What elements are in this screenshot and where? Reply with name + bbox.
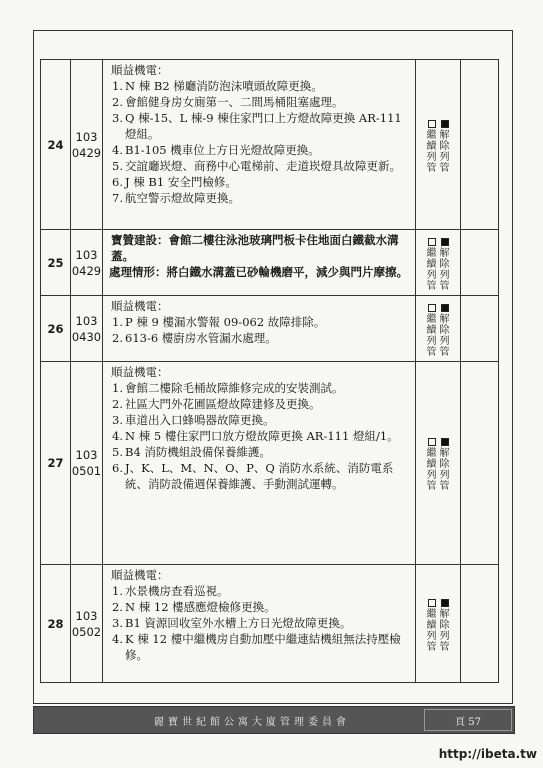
work-item-number: 3. xyxy=(112,111,123,125)
row-date xyxy=(71,60,103,230)
work-item xyxy=(109,142,411,158)
work-item xyxy=(109,380,411,396)
status-char: 列 xyxy=(439,151,450,163)
status-char: 列 xyxy=(439,630,450,642)
work-item-text: N 棟 12 樓感應燈檢修更換。 xyxy=(125,600,276,614)
date-monthday: 0430 xyxy=(71,329,102,344)
status-char: 管 xyxy=(439,280,450,292)
date-year: 103 xyxy=(75,608,98,623)
status-char: 解 xyxy=(439,247,450,259)
status-char: 列 xyxy=(426,470,437,481)
status-char: 繼 xyxy=(426,608,437,620)
row-content xyxy=(103,60,416,230)
empty-box-icon xyxy=(428,304,436,312)
status-continue-option xyxy=(427,599,437,653)
work-item-number: 6. xyxy=(112,461,123,475)
row-note xyxy=(461,362,499,565)
page-number: 頁 57 xyxy=(424,709,512,731)
status-char: 續 xyxy=(426,619,437,631)
log-row xyxy=(41,60,499,230)
work-item-list xyxy=(109,78,411,206)
status-char: 列 xyxy=(426,151,437,163)
work-item-number: 4. xyxy=(112,143,123,157)
status-continue-option xyxy=(427,120,437,174)
status-char: 列 xyxy=(426,335,437,347)
row-status xyxy=(416,230,461,296)
date-monthday: 0429 xyxy=(71,145,102,160)
status-char: 列 xyxy=(426,269,437,281)
status-continue-option xyxy=(427,438,437,492)
row-number: 26 xyxy=(41,296,71,362)
status-char: 管 xyxy=(426,641,437,653)
work-item-text: K 棟 12 樓中繼機房自動加壓中繼連結機組無法持壓檢修。 xyxy=(125,632,401,662)
work-item-number: 2. xyxy=(112,331,123,345)
log-row xyxy=(41,362,499,565)
row-number: 28 xyxy=(41,565,71,683)
work-item-text: 車道出入口蜂鳴器故障更換。 xyxy=(125,413,275,427)
maintenance-log-table xyxy=(40,59,499,683)
log-row xyxy=(41,565,499,683)
row-status xyxy=(416,362,461,565)
work-item-text: 水景機房查看巡視。 xyxy=(125,584,229,598)
work-item-number: 1. xyxy=(112,315,123,329)
work-item-number: 4. xyxy=(112,632,123,646)
status-char: 解 xyxy=(439,129,450,141)
status-char: 管 xyxy=(439,346,450,358)
work-item-number: 2. xyxy=(112,95,123,109)
work-item-number: 3. xyxy=(112,413,123,427)
work-item-text: 會館健身房女廁第一、二間馬桶阻塞處理。 xyxy=(125,95,344,109)
work-item xyxy=(109,94,411,110)
work-item-number: 5. xyxy=(112,445,123,459)
date-year: 103 xyxy=(75,313,98,328)
work-item-list xyxy=(109,314,411,346)
row-note xyxy=(461,230,499,296)
status-remove-option xyxy=(440,599,450,653)
empty-box-icon xyxy=(428,120,436,128)
status-char: 除 xyxy=(439,140,450,152)
status-char: 除 xyxy=(439,258,450,270)
work-item-number: 2. xyxy=(112,600,123,614)
work-item-number: 1. xyxy=(112,381,123,395)
work-item-text: N 棟 5 樓住家門口放方燈故障更換 AR-111 燈組/1。 xyxy=(125,429,399,443)
work-item-number: 2. xyxy=(112,397,123,411)
work-item xyxy=(109,412,411,428)
status-remove-option xyxy=(440,304,450,358)
status-char: 除 xyxy=(439,619,450,631)
status-char: 解 xyxy=(439,608,450,620)
status-char: 繼 xyxy=(426,448,437,459)
status-char: 列 xyxy=(439,470,450,481)
status-remove-option xyxy=(440,120,450,174)
work-item-number: 1. xyxy=(112,584,123,598)
work-item-text: N 棟 B2 梯廳消防泡沫噴頭故障更換。 xyxy=(125,79,323,93)
contractor-heading: 順益機電： xyxy=(111,63,169,77)
work-item xyxy=(109,428,411,444)
checked-box-icon xyxy=(441,238,449,246)
work-item-number: 6. xyxy=(112,175,123,189)
watermark-url: http://ibeta.tw xyxy=(438,747,537,761)
status-char: 管 xyxy=(439,162,450,174)
row-note xyxy=(461,60,499,230)
empty-box-icon xyxy=(428,238,436,246)
work-item xyxy=(109,78,411,94)
work-item-text: 社區大門外花圃區燈故障建修及更換。 xyxy=(125,397,321,411)
work-item xyxy=(109,396,411,412)
status-char: 解 xyxy=(439,448,450,459)
work-item-number: 5. xyxy=(112,159,123,173)
work-item-text: 會館二樓除毛桶故障維修完成的安裝測試。 xyxy=(125,381,344,395)
status-char: 列 xyxy=(439,269,450,281)
footer-title: 麗寶世紀館公寓大廈管理委員會 xyxy=(154,717,350,728)
work-item xyxy=(109,583,411,599)
contractor-heading: 寶贊建設：會館二樓往泳池玻璃門板卡住地面白鐵截水溝蓋。 xyxy=(111,233,399,263)
handling-description: 處理情形：將白鐵水溝蓋已砂輪機磨平，減少與門片摩擦。 xyxy=(109,265,408,279)
contractor-heading: 順益機電： xyxy=(111,568,169,582)
row-date xyxy=(71,565,103,683)
log-row xyxy=(41,230,499,296)
work-item-text: 交誼廳崁燈、商務中心電梯前、走道崁燈具故障更新。 xyxy=(125,159,401,173)
work-item xyxy=(109,190,411,206)
date-monthday: 0502 xyxy=(71,624,102,639)
footer-bar xyxy=(33,706,515,734)
status-char: 繼 xyxy=(426,129,437,141)
row-date xyxy=(71,362,103,565)
date-year: 103 xyxy=(75,448,98,462)
work-item-number: 4. xyxy=(112,429,123,443)
status-char: 繼 xyxy=(426,247,437,259)
work-item-text: Q 棟-15、L 棟-9 棟住家門口上方燈故障更換 AR-111 燈組。 xyxy=(125,111,402,141)
work-item xyxy=(109,444,411,460)
checked-box-icon xyxy=(441,438,449,446)
date-year: 103 xyxy=(75,247,98,262)
work-item-text: B4 消防機組設備保養維護。 xyxy=(125,445,271,459)
work-item xyxy=(109,631,411,663)
work-item-text: B1-105 機車位上方日光燈故障更換。 xyxy=(125,143,320,157)
status-char: 管 xyxy=(426,481,437,492)
status-char: 續 xyxy=(426,140,437,152)
row-status xyxy=(416,565,461,683)
date-monthday: 0429 xyxy=(71,263,102,278)
work-item-list xyxy=(109,380,411,492)
work-item xyxy=(109,599,411,615)
row-note xyxy=(461,296,499,362)
status-continue-option xyxy=(427,238,437,292)
status-remove-option xyxy=(440,438,450,492)
work-item-text: 航空警示燈故障更換。 xyxy=(125,191,240,205)
work-item-number: 7. xyxy=(112,191,123,205)
row-number: 24 xyxy=(41,60,71,230)
work-item xyxy=(109,158,411,174)
checked-box-icon xyxy=(441,304,449,312)
status-char: 續 xyxy=(426,324,437,336)
date-monthday: 0501 xyxy=(71,464,102,478)
status-continue-option xyxy=(427,304,437,358)
work-item-text: J、K、L、M、N、O、P、Q 消防水系統、消防電系統、消防設備週保養維護、手動測試運轉。 xyxy=(125,461,394,491)
status-char: 管 xyxy=(426,280,437,292)
row-status xyxy=(416,60,461,230)
status-char: 列 xyxy=(426,630,437,642)
status-char: 除 xyxy=(439,459,450,470)
work-item xyxy=(109,615,411,631)
work-item-number: 1. xyxy=(112,79,123,93)
status-char: 除 xyxy=(439,324,450,336)
log-row xyxy=(41,296,499,362)
date-year: 103 xyxy=(75,129,98,144)
row-content xyxy=(103,296,416,362)
status-char: 列 xyxy=(439,335,450,347)
row-note xyxy=(461,565,499,683)
row-content xyxy=(103,362,416,565)
status-char: 管 xyxy=(426,162,437,174)
status-char: 繼 xyxy=(426,313,437,325)
work-item-text: B1 資源回收室外水槽上方日光燈故障更換。 xyxy=(125,616,352,630)
row-status xyxy=(416,296,461,362)
row-content xyxy=(103,565,416,683)
row-number: 27 xyxy=(41,362,71,565)
status-char: 管 xyxy=(439,481,450,492)
work-item-list xyxy=(109,583,411,663)
work-item-text: J 棟 B1 安全門檢修。 xyxy=(125,175,237,189)
status-char: 管 xyxy=(426,346,437,358)
work-item-number: 3. xyxy=(112,616,123,630)
work-item-text: P 棟 9 樓漏水警報 09-062 故障排除。 xyxy=(125,315,326,329)
status-char: 解 xyxy=(439,313,450,325)
status-char: 管 xyxy=(439,641,450,653)
row-number: 25 xyxy=(41,230,71,296)
contractor-heading: 順益機電： xyxy=(111,365,169,379)
work-item xyxy=(109,110,411,142)
row-date xyxy=(71,230,103,296)
checked-box-icon xyxy=(441,120,449,128)
work-item xyxy=(109,174,411,190)
contractor-heading: 順益機電： xyxy=(111,299,169,313)
status-char: 續 xyxy=(426,258,437,270)
empty-box-icon xyxy=(428,599,436,607)
checked-box-icon xyxy=(441,599,449,607)
status-char: 續 xyxy=(426,459,437,470)
work-item xyxy=(109,314,411,330)
work-item-text: 613-6 樓廚房水管漏水處理。 xyxy=(125,331,277,345)
work-item xyxy=(109,330,411,346)
row-date xyxy=(71,296,103,362)
row-content xyxy=(103,230,416,296)
empty-box-icon xyxy=(428,438,436,446)
status-remove-option xyxy=(440,238,450,292)
work-item xyxy=(109,460,411,492)
